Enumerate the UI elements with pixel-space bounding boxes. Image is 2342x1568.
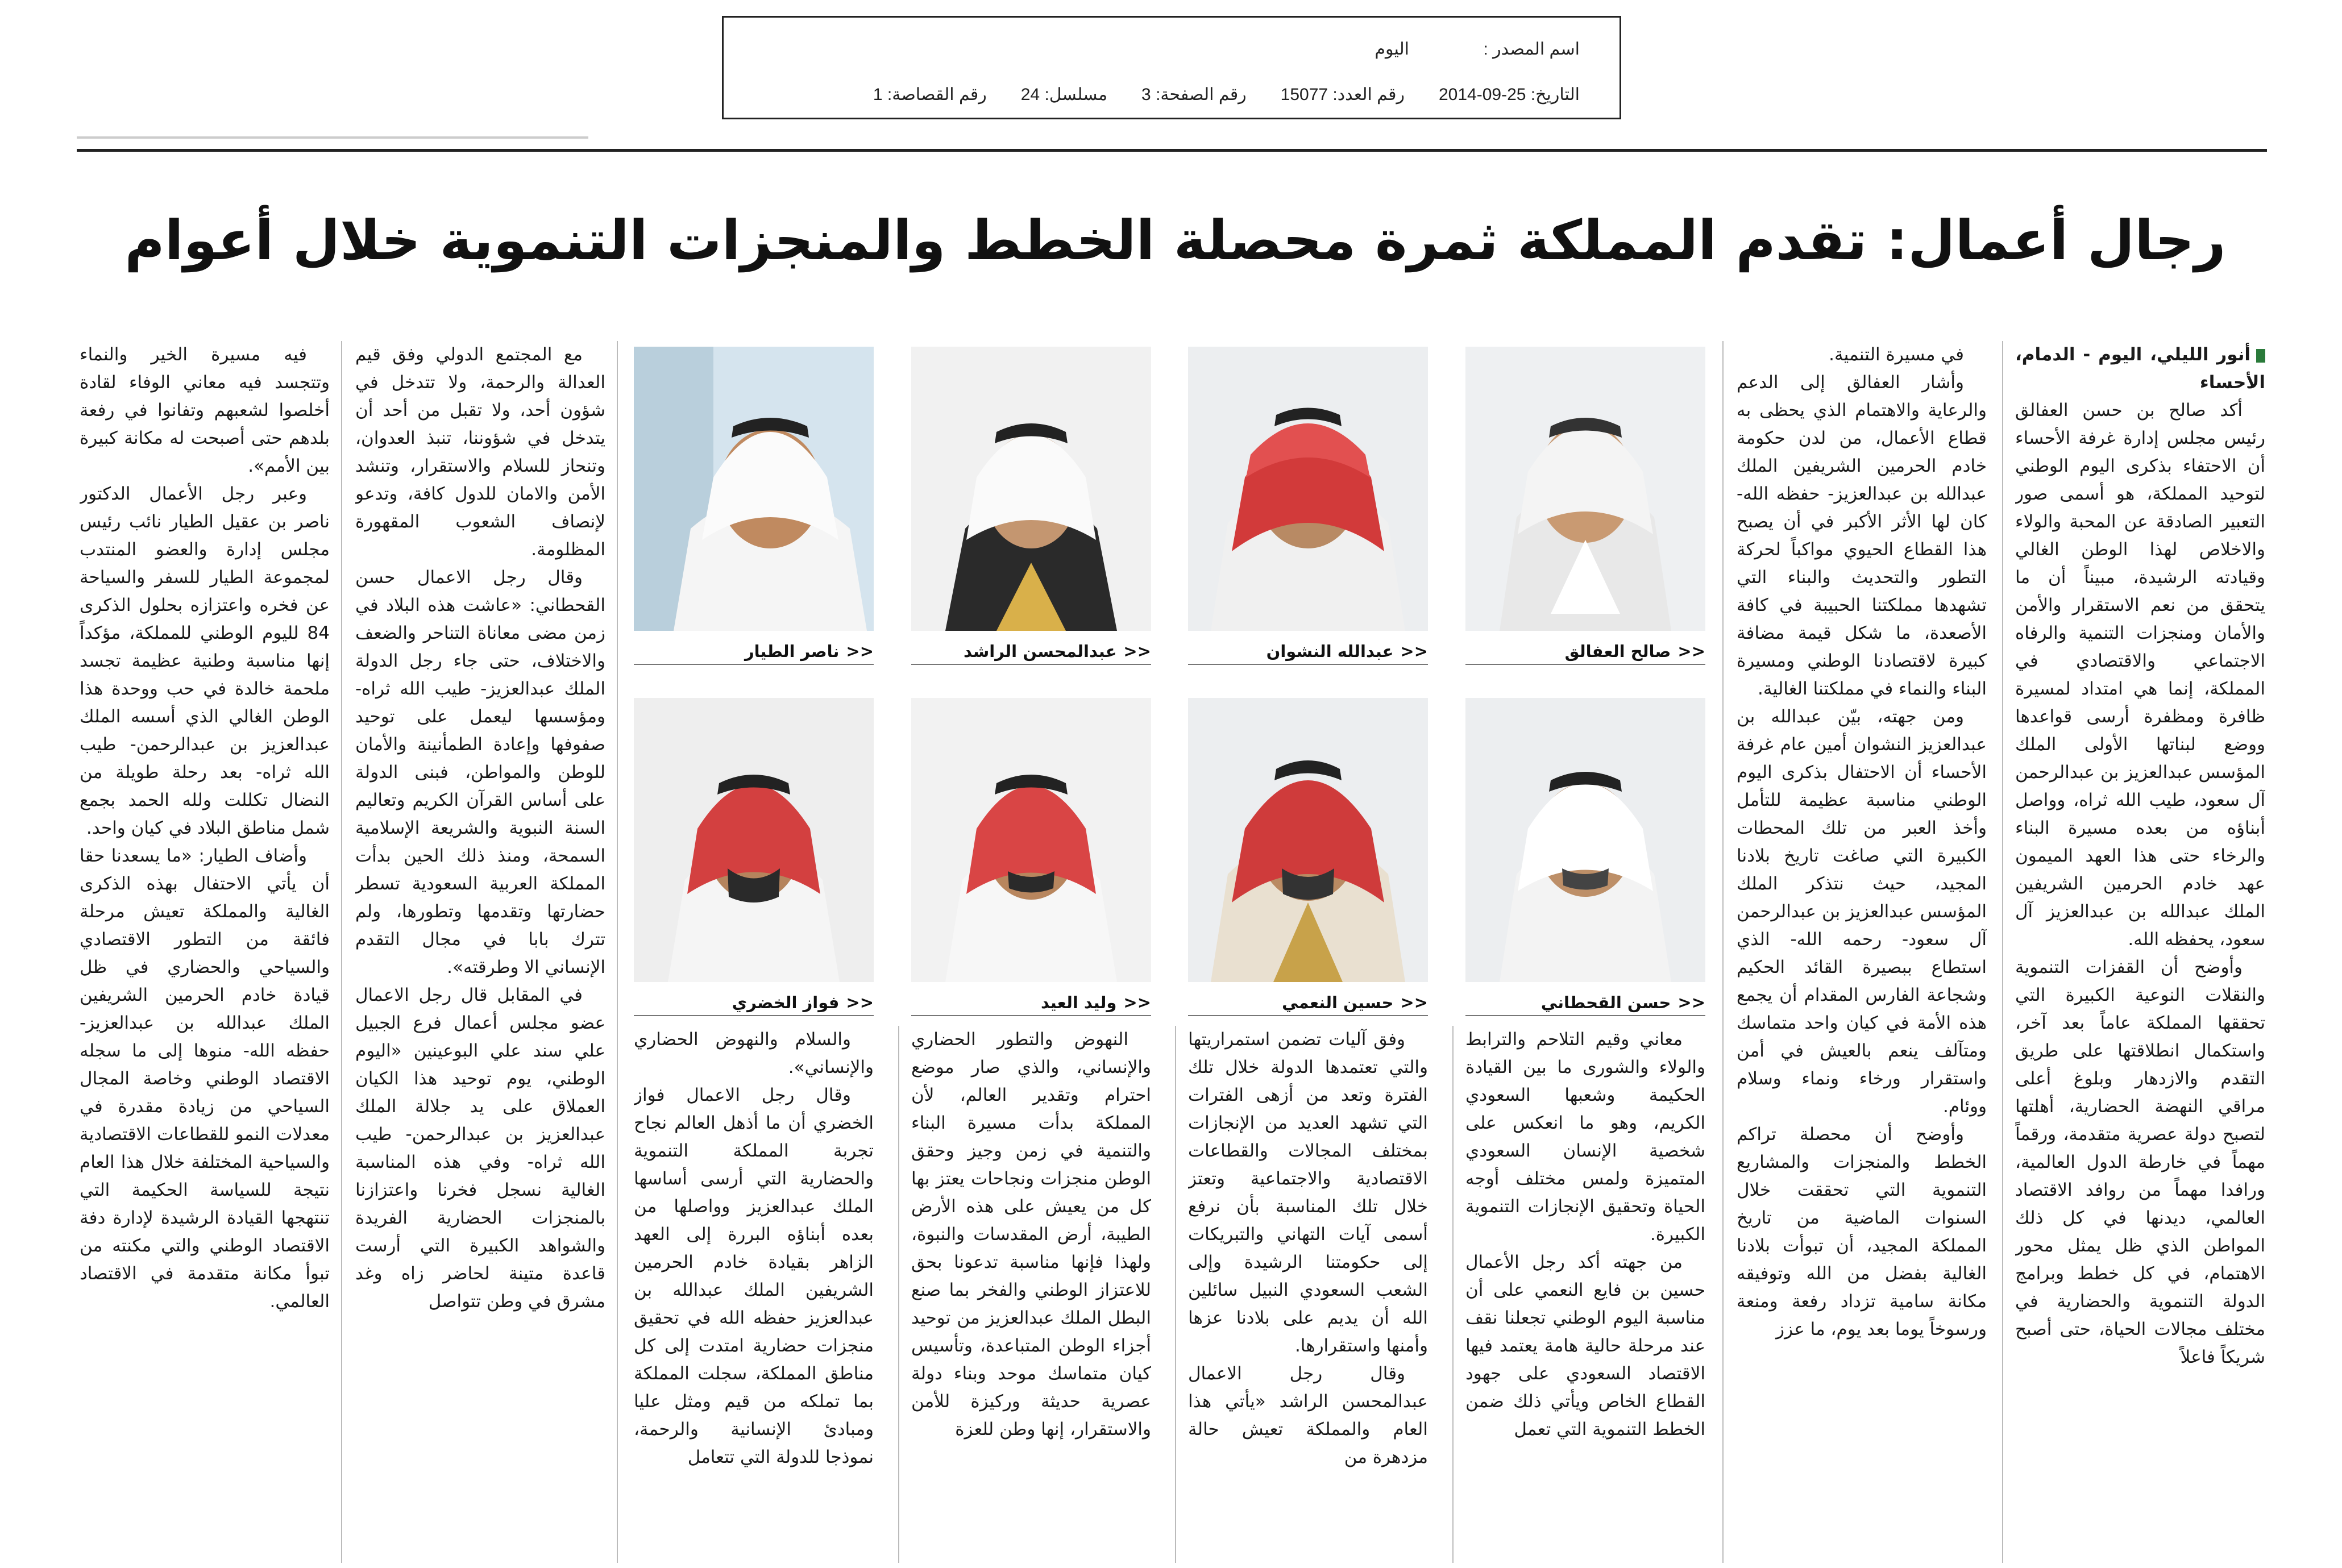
photo-caption <box>911 639 1151 665</box>
photo-caption <box>911 990 1151 1016</box>
paragraph: وقال رجل الاعمال فواز الخضري أن ما أذهل العالم نجاح تجربة المملكة التنموية والحضارية التي أرسى أساسها الملك عبدالعزيز وواصلها من بعده أبناؤه البررة إلى العهد الزاهر بقيادة خادم الحرمين الشريفين الملك عبدالله بن عبدالعزيز حفظه الله في تحقيق منجزات حضارية امتدت إلى كل مناطق المملكة، سجلت المملكة بما تملكه من قيم ومثل عليا ومبادئ الإنسانية والرحمة، نموذجا للدولة التي تتعامل <box>634 1085 874 1467</box>
issue-details-row <box>873 85 1580 105</box>
paragraph: فيه مسيرة الخير والنماء وتتجسد فيه معاني الوفاء لقادة أخلصوا لشعبهم وتفانوا في رفعة بلدهم حتى أصبحت له مكانة كبيرة بين الأمم». <box>80 344 330 476</box>
source-label: اسم المصدر : <box>1483 40 1580 59</box>
paragraph: في مسيرة التنمية. <box>1829 344 1964 365</box>
column-divider <box>2002 341 2003 1563</box>
clip-number: رقم القصاصة: 1 <box>873 85 987 104</box>
column-divider <box>1452 1026 1454 1563</box>
caption-name: عبدالمحسن الراشد <box>964 642 1117 661</box>
caption-name: حسين النعمي <box>1282 993 1394 1012</box>
caption-name: عبدالله النشوان <box>1266 642 1394 661</box>
article-column-4 <box>1188 1026 1428 1563</box>
portrait-photo <box>634 698 874 982</box>
column-divider <box>1722 341 1724 1563</box>
article-column-1 <box>2015 341 2265 1563</box>
paragraph: وفق آليات تضمن استمراريتها والتي تعتمدها الدولة خلال تلك الفترة وتعد من أزهى الفترات التي تشهد العديد من الإنجازات بمختلف المجالات والقطاعات الاقتصادية والاجتماعية وتعتز خلال تلك المناسبة بأن نرفع أسمى آيات التهاني والتبريكات إلى حكومتنا الرشيدة وإلى الشعب السعودي النبيل سائلين الله أن يديم على بلادنا عزها وأمنها واستقرارها. <box>1188 1029 1428 1356</box>
portrait-photo <box>911 698 1151 982</box>
photo-caption <box>1465 990 1705 1016</box>
caption-arrow: << <box>1400 993 1428 1012</box>
article-column-3 <box>1465 1026 1705 1563</box>
article-column-8 <box>80 341 330 1563</box>
article-column-5 <box>911 1026 1151 1563</box>
paragraph: والسلام والنهوض الحضاري والإنساني». <box>634 1029 874 1078</box>
caption-arrow: << <box>846 993 874 1012</box>
caption-arrow: << <box>1123 993 1151 1012</box>
photo-caption <box>634 990 874 1016</box>
paragraph: مع المجتمع الدولي وفق قيم العدالة والرحمة، ولا تتدخل في شؤون أحد، ولا تقبل من أحد أن يتدخل في شؤوننا، تنبذ العدوان، وتنحاز للسلام والاستقرار، وتنشد الأمن والامان للدول كافة، وتدعو لإنصاف الشعوب المقهورة المظلومة. <box>355 344 605 560</box>
portrait-photo <box>634 347 874 631</box>
caption-arrow: << <box>1123 642 1151 661</box>
photo-caption <box>634 639 874 665</box>
article-column-7 <box>355 341 605 1563</box>
paragraph: معاني وقيم التلاحم والترابط والولاء والشورى ما بين القيادة الحكيمة وشعبها السعودي الكريم، وهو ما انعكس على شخصية الإنسان السعودي المتميزة ولمس مختلف أوجه الحياة وتحقيق الإنجازات التنموية الكبيرة. <box>1465 1029 1705 1245</box>
caption-name: صالح العفالق <box>1564 642 1671 661</box>
date-field: التاريخ: 25-09-2014 <box>1438 85 1580 104</box>
photo-caption <box>1188 990 1428 1016</box>
caption-arrow: << <box>1677 993 1705 1012</box>
column-divider <box>341 341 342 1563</box>
caption-name: ناصر الطيار <box>744 642 840 661</box>
column-divider <box>898 1026 899 1563</box>
caption-name: فواز الخضري <box>732 993 840 1012</box>
byline: أنور الليلي، اليوم - الدمام، الأحساء <box>2015 341 2265 397</box>
paragraph: أكد صالح بن حسن العفالق رئيس مجلس إدارة غرفة الأحساء أن الاحتفاء بذكرى اليوم الوطني لتوحيد المملكة، هو أسمى صور التعبير الصادقة عن المحبة والولاء والاخلاص لهذا الوطن الغالي وقيادته الرشيدة، مبيناً أن ما يتحقق من نعم الاستقرار والأمن والأمان ومنجزات التنمية والرفاه الاجتماعي والاقتصادي في المملكة، إنما هي امتداد لمسيرة ظافرة ومظفرة أرسى قواعدها ووضع لبناتها الأولى الملك المؤسس عبدالعزيز بن عبدالرحمن آل سعود، طيب الله ثراه، وواصل أبناؤه من بعده مسيرة البناء والرخاء حتى هذا العهد الميمون عهد خادم الحرمين الشريفين الملك عبدالله بن عبدالعزيز آل سعود، يحفظه الله. <box>2015 400 2265 950</box>
photo-caption <box>1465 639 1705 665</box>
portrait-photo <box>911 347 1151 631</box>
caption-name: وليد العيد <box>1041 993 1117 1012</box>
paragraph: وأوضح أن محصلة تراكم الخطط والمنجزات والمشاريع التنموية التي تحققت خلال السنوات الماضية من تاريخ المملكة المجيد، أن تبوأت بلادنا الغالية بفضل من الله وتوفيقه مكانة سامية تزداد رفعة ومنعة ورسوخاً يوما بعد يوم، ما عزز <box>1737 1124 1987 1340</box>
portrait-photo <box>1465 698 1705 982</box>
page-number: رقم الصفحة: 3 <box>1141 85 1247 104</box>
paragraph: ومن جهته، بيّن عبدالله بن عبدالعزيز النشوان أمين عام غرفة الأحساء أن الاحتفال بذكرى اليوم الوطني مناسبة عظيمة للتأمل وأخذ العبر من تلك المحطات الكبيرة التي صاغت تاريخ بلادنا المجيد، حيث نتذكر الملك المؤسس عبدالعزيز بن عبدالرحمن آل سعود- رحمه الله- الذي استطاع ببصيرة القائد الحكيم وشجاعة الفارس المقدام أن يجمع هذه الأمة في كيان واحد متماسك ومتآلف ينعم بالعيش في أمن واستقرار ورخاء ونماء وسلام ووئام. <box>1737 706 1987 1117</box>
caption-arrow: << <box>1400 642 1428 661</box>
caption-arrow: << <box>846 642 874 661</box>
portrait-photo <box>1188 698 1428 982</box>
source-info-box <box>722 16 1621 119</box>
paragraph: وقال رجل الاعمال عبدالمحسن الراشد «يأتي هذا العام والمملكة تعيش حالة مزدهرة من <box>1188 1363 1428 1467</box>
column-divider <box>617 341 618 1563</box>
paragraph: في المقابل قال رجل الاعمال عضو مجلس أعمال فرع الجبيل علي سند علي البوعينين «اليوم الوطني، يوم توحيد هذا الكيان العملاق على يد جلالة الملك عبدالعزيز بن عبدالرحمن- طيب الله ثراه- وفي هذه المناسبة الغالية نسجل فخرنا واعتزازنا بالمنجزات الحضارية الفريدة والشواهد الكبيرة التي أرست قاعدة متينة لحاضر زاه وغد مشرق في وطن تتواصل <box>355 985 605 1312</box>
paragraph: النهوض والتطور الحضاري والإنساني، والذي صار موضع احترام وتقدير العالم، لأن المملكة بدأت مسيرة البناء والتنمية في زمن وجيز وحقق الوطن منجزات ونجاحات يعتز بها كل من يعيش على هذه الأرض الطيبة، أرض المقدسات والنبوة، ولهذا فإنها مناسبة تدعونا بحق للاعتزاز الوطني والفخر بما صنع البطل الملك عبدالعزيز من توحيد أجزاء الوطن المتباعدة، وتأسيس كيان متماسك موحد وبناء دولة عصرية حديثة وركيزة للأمن والاستقرار، إنها وطن للعزة <box>911 1029 1151 1440</box>
top-rule <box>77 149 2267 152</box>
article-column-6 <box>634 1026 874 1563</box>
portrait-photo <box>1188 347 1428 631</box>
caption-arrow: << <box>1677 642 1705 661</box>
headline: رجال أعمال: تقدم المملكة ثمرة محصلة الخطط والمنجزات التنموية خلال أعوام <box>124 209 2226 272</box>
serial-number: مسلسل: 24 <box>1020 85 1108 104</box>
paragraph: وعبر رجل الأعمال الدكتور ناصر بن عقيل الطيار نائب رئيس مجلس إدارة والعضو المنتدب لمجموعة الطيار للسفر والسياحة عن فخره واعتزازه بحلول الذكرى 84 لليوم الوطني للمملكة، مؤكداً إنها مناسبة وطنية عظيمة تجسد ملحمة خالدة في حب ووحدة هذا الوطن الغالي الذي أسسه الملك عبدالعزيز بن عبدالرحمن- طيب الله ثراه- بعد رحلة طويلة من النضال تكللت ولله الحمد بجمع شمل مناطق البلاد في كيان واحد. <box>80 484 330 838</box>
paragraph: وأضاف الطيار: «ما يسعدنا حقا أن يأتي الاحتفال بهذه الذكرى الغالية والمملكة تعيش مرحلة فائقة من التطور الاقتصادي والسياحي والحضاري في ظل قيادة خادم الحرمين الشريفين الملك عبدالله بن عبدالعزيز- حفظه الله- منوها إلى ما سجله الاقتصاد الوطني وخاصة المجال السياحي من زيادة مقدرة في معدلات النمو للقطاعات الاقتصادية والسياحية المختلفة خلال هذا العام نتيجة للسياسة الحكيمة التي تنتهجها القيادة الرشيدة لإدارة دفة الاقتصاد الوطني والتي مكنته من تبوأ مكانة متقدمة في الاقتصاد العالمي. <box>80 846 330 1312</box>
portrait-photo <box>1465 347 1705 631</box>
article-column-2 <box>1737 341 1987 1563</box>
paragraph: وأوضح أن القفزات التنموية والنقلات النوعية الكبيرة التي تحققها المملكة عاماً بعد آخر، واستكمال انطلاقتها على طريق التقدم والازدهار وبلوغ أعلى مراقي النهضة الحضارية، أهلتها لتصبح دولة عصرية متقدمة، ورقماً مهماً في خارطة الدول العالمية، ورافدا مهماً من روافد الاقتصاد العالمي، ديدنها في كل ذلك المواطن الذي ظل يمثل محور الاهتمام، في كل خطط وبرامج الدولة التنموية والحضارية في مختلف مجالات الحياة، حتى أصبح شريكاً فاعلاً <box>2015 957 2265 1367</box>
caption-name: حسن القحطاني <box>1540 993 1671 1012</box>
source-value: اليوم <box>1375 40 1409 59</box>
photo-caption <box>1188 639 1428 665</box>
issue-number: رقم العدد: 15077 <box>1280 85 1405 104</box>
paragraph: وقال رجل الاعمال حسن القحطاني: «عاشت هذه البلاد في زمن مضى معاناة التناحر والضعف والاختلاف، حتى جاء رجل الدولة الملك عبدالعزيز- طيب الله ثراه- ومؤسسها ليعمل على توحيد صفوفها وإعادة الطمأنينة والأمان للوطن والمواطن، فبنى الدولة على أساس القرآن الكريم وتعاليم السنة النبوية والشريعة الإسلامية السمحة، ومنذ ذلك الحين بدأت المملكة العربية السعودية تسطر حضارتها وتقدمها وتطورها، ولم تترك بابا في مجال التقدم الإنساني الا وطرقته». <box>355 567 605 978</box>
paragraph: وأشار العفالق إلى الدعم والرعاية والاهتمام الذي يحظى به قطاع الأعمال، من لدن حكومة خادم الحرمين الشريفين الملك عبدالله بن عبدالعزيز- حفظه الله- كان لها الأثر الأكبر في أن يصبح هذا القطاع الحيوي مواكباً لحركة التطور والتحديث والبناء التي تشهدها مملكتنا الحبيبة في كافة الأصعدة، ما شكل قيمة مضافة كبيرة لاقتصادنا الوطني ومسيرة البناء والنماء في مملكتنا الغالية. <box>1737 372 1987 699</box>
column-divider <box>1175 1026 1176 1563</box>
source-row <box>1375 39 1580 59</box>
top-faint-rule <box>77 136 588 139</box>
paragraph: من جهته أكد رجل الأعمال حسين بن فايع النعمي على أن مناسبة اليوم الوطني تجعلنا نقف عند مرحلة حالية هامة يعتمد فيها الاقتصاد السعودي على جهود القطاع الخاص ويأتي ذلك ضمن الخطط التنموية التي تعمل <box>1465 1252 1705 1440</box>
